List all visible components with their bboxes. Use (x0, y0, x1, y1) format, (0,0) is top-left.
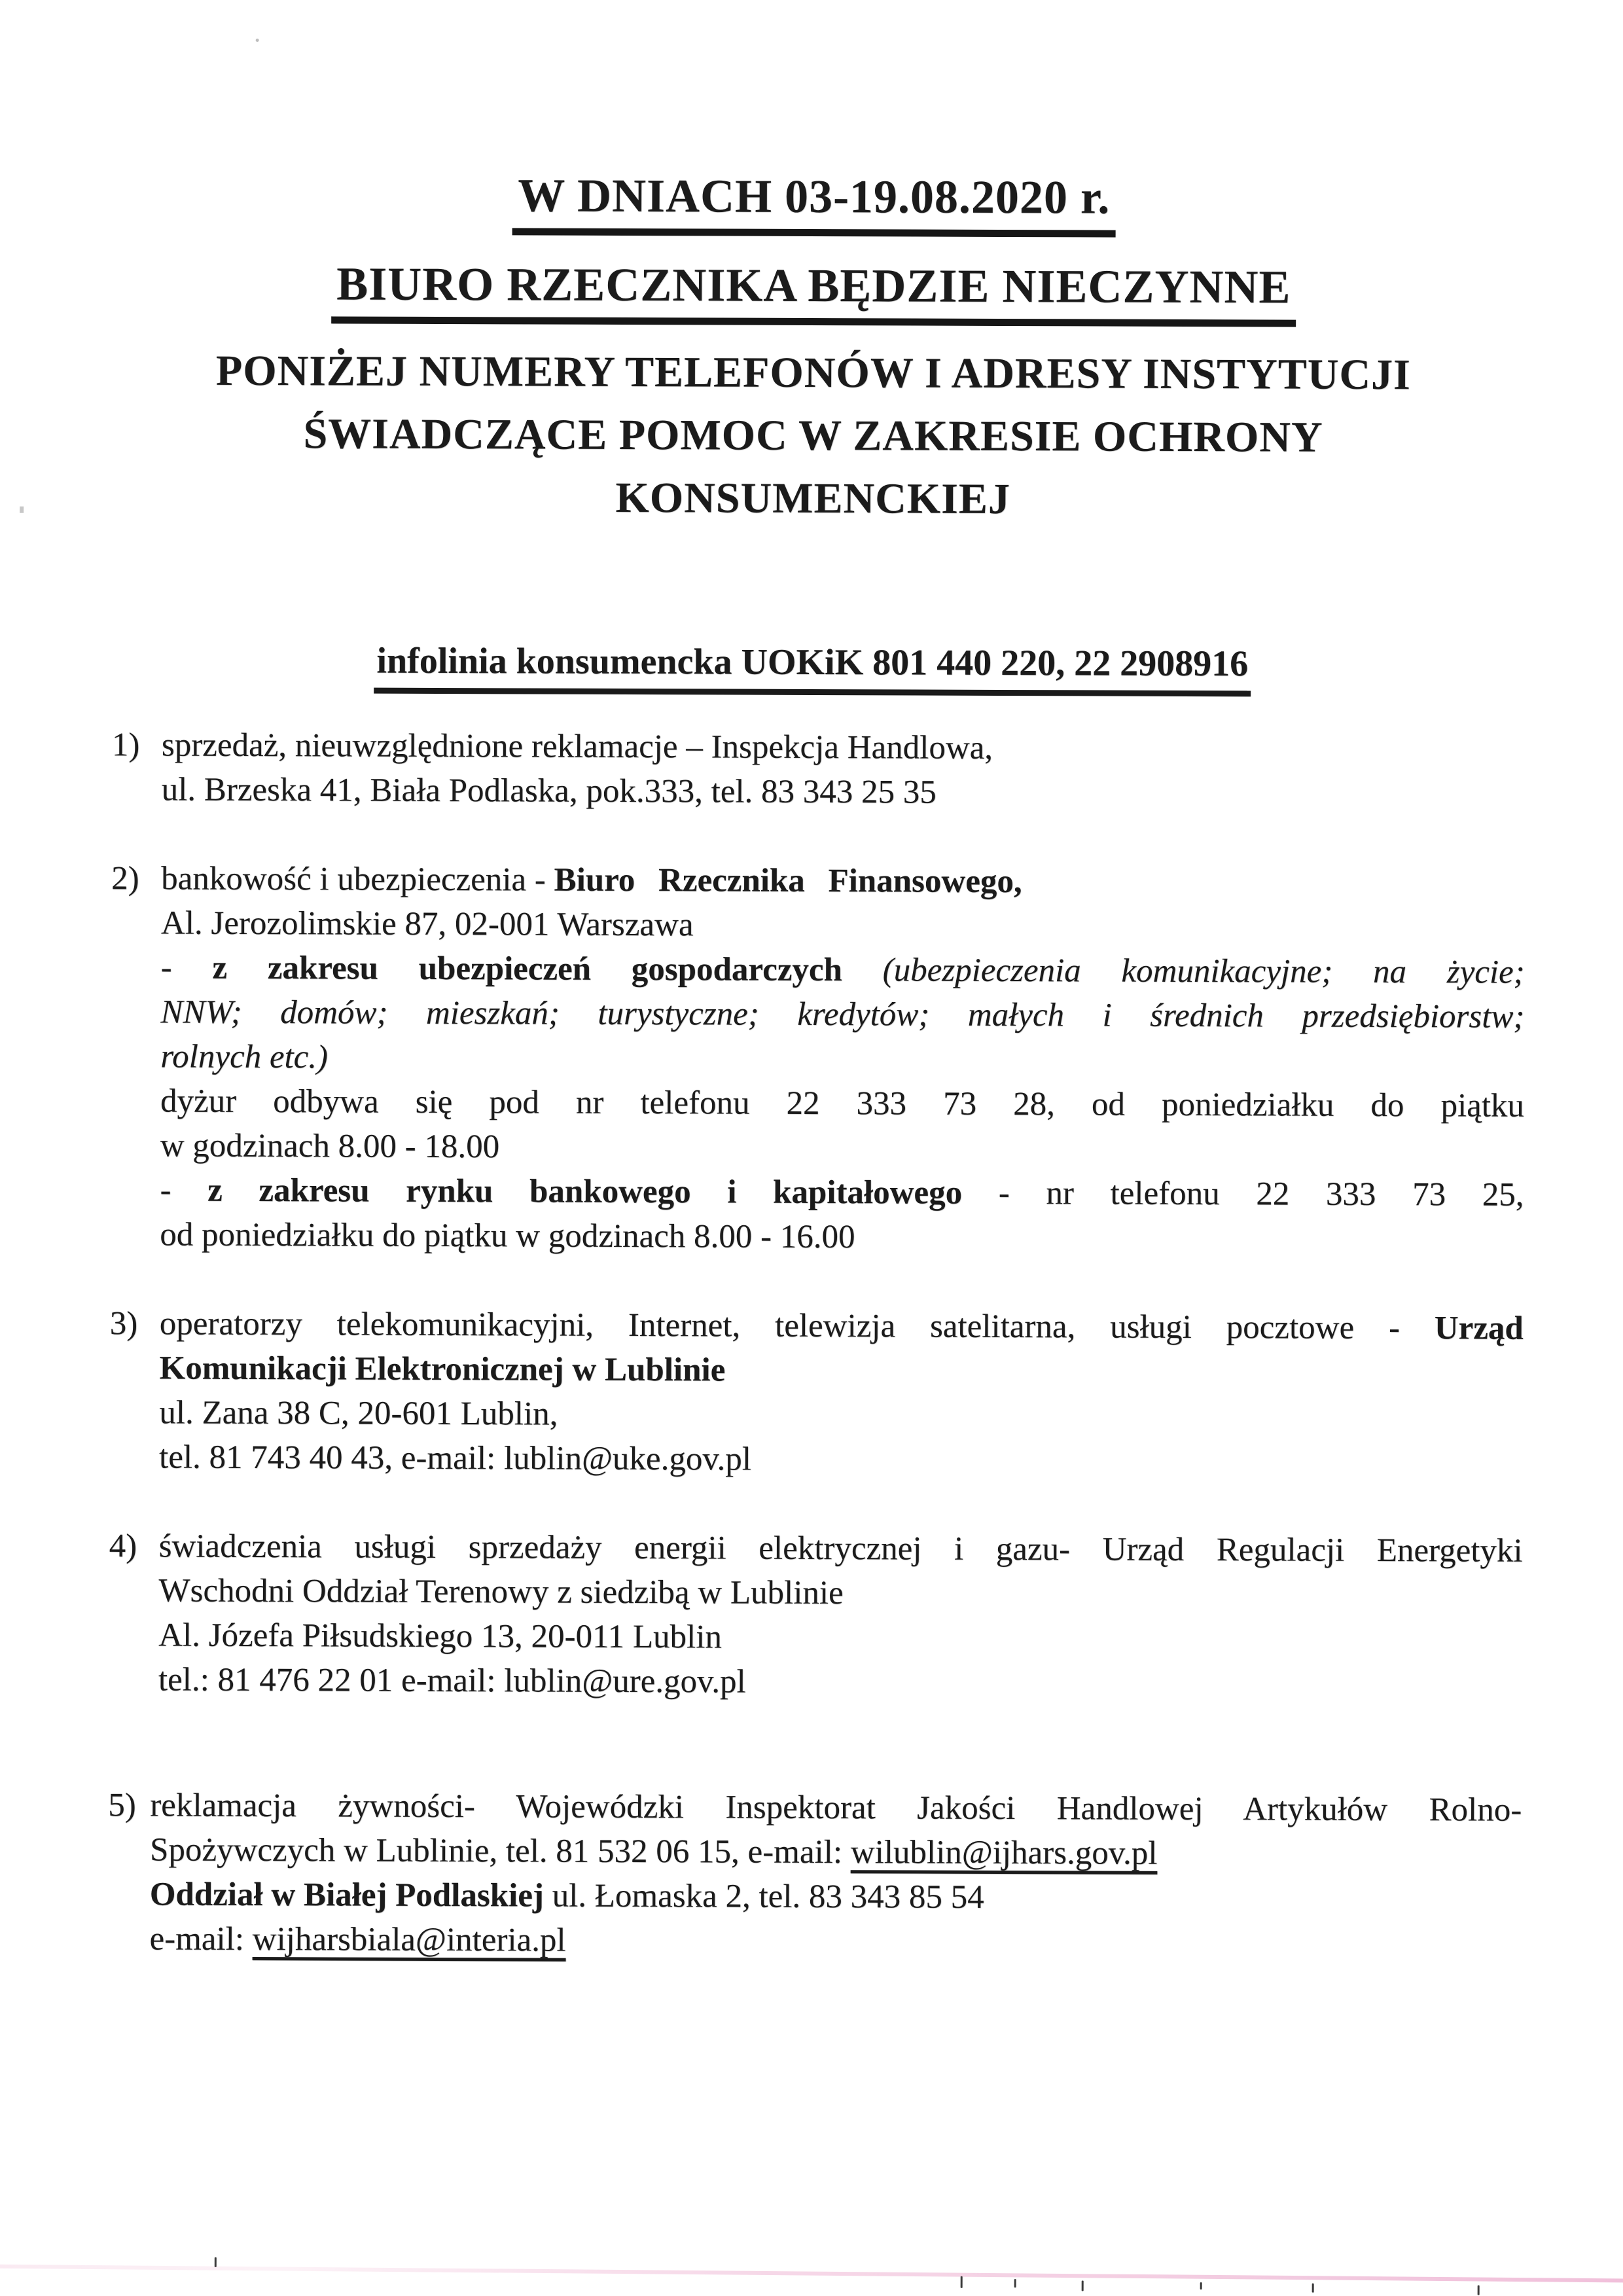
list-item (109, 1524, 1523, 1707)
text-segment: Spożywczych w Lublinie, tel. 81 532 06 15, e-mail: (149, 1831, 851, 1871)
notice-title-closed (2, 259, 1623, 312)
text-line (150, 1783, 1522, 1832)
scan-speck (1478, 2286, 1480, 2295)
text-line (159, 1524, 1523, 1573)
text-line (158, 1569, 1522, 1618)
text-line (160, 1213, 1524, 1262)
notice-subtitle (1, 339, 1623, 533)
list-item (109, 1301, 1524, 1484)
email-text: wijharsbiala@interia.pl (252, 1921, 566, 1959)
text-line (162, 723, 1525, 772)
notice-title-closed-text: BIURO RZECZNIKA BĘDZIE NIECZYNNE (331, 257, 1296, 327)
text-line (160, 1124, 1524, 1173)
consumer-hotline-heading (1, 640, 1623, 686)
text-segment: Komunikacji Elektronicznej w Lublinie (159, 1350, 726, 1389)
text-segment: świadczenia usługi sprzedaży energii elektrycznej i gazu- Urząd Regulacji Energetyki (158, 1528, 1523, 1570)
text-line (160, 990, 1524, 1039)
email-text: wilublin@ijhars.gov.pl (850, 1834, 1158, 1872)
text-line (158, 1613, 1522, 1662)
list-item-number: 4) (109, 1528, 137, 1565)
text-segment: ul. Zana 38 C, 20-601 Lublin, (159, 1394, 558, 1433)
text-line (159, 1435, 1523, 1484)
scan-speck (20, 507, 24, 513)
text-line (159, 1391, 1523, 1440)
list-item-number: 3) (109, 1305, 138, 1342)
scan-speck (215, 2257, 217, 2267)
text-segment: rolnych etc.) (160, 1038, 329, 1076)
scan-speck (961, 2276, 963, 2288)
notice-title-dates-text: W DNIACH 03-19.08.2020 r. (512, 169, 1115, 237)
text-segment: (ubezpieczenia komunikacyjne; na życie; (882, 952, 1525, 991)
text-segment: od poniedziałku do piątku w godzinach 8.00 - 16.00 (160, 1216, 855, 1256)
text-segment: operatorzy telekomunikacyjni, Internet, telewizja satelitarna, usługi pocztowe - (159, 1305, 1435, 1347)
text-line (149, 1916, 1521, 1965)
scan-speck (1200, 2282, 1202, 2289)
scan-speck (256, 39, 259, 42)
text-line (159, 1346, 1523, 1395)
text-line (150, 1872, 1522, 1921)
text-segment: - nr telefonu 22 333 73 25, (962, 1174, 1524, 1213)
list-item-number: 2) (111, 860, 139, 897)
text-segment: Al. Jerozolimskie 87, 02-001 Warszawa (160, 905, 694, 944)
text-segment: w godzinach 8.00 - 18.00 (160, 1127, 500, 1166)
list-item-number: 1) (111, 726, 140, 764)
text-segment: sprzedaż, nieuwzględnione reklamacje – Inspekcja Handlowa, (161, 726, 993, 766)
text-segment: tel.: 81 476 22 01 e-mail: lublin@ure.gov.pl (158, 1661, 746, 1700)
text-segment: e-mail: (149, 1920, 253, 1958)
text-segment: ul. Łomaska 2, tel. 83 343 85 54 (543, 1877, 984, 1916)
list-item (112, 723, 1525, 817)
text-line (160, 1302, 1524, 1351)
list-item (107, 1783, 1522, 1966)
text-segment: Oddział w Białej Podlaskiej (149, 1876, 544, 1914)
text-segment: Al. Józefa Piłsudskiego 13, 20-011 Lublin (158, 1617, 722, 1656)
text-line (161, 946, 1525, 995)
consumer-hotline-text: infolinia konsumencka UOKiK 801 440 220, 22 2908916 (374, 641, 1251, 697)
help-list (107, 723, 1525, 2011)
text-segment: reklamacja żywności- Wojewódzki Inspektorat Jakości Handlowej Artykułów Rolno- (150, 1787, 1522, 1829)
text-segment: dyżur odbywa się pod nr telefonu 22 333 73 28, od poniedziałku do piątku (160, 1083, 1525, 1124)
text-segment: bankowość i ubezpieczenia - (161, 860, 554, 899)
notice-title-dates (3, 170, 1623, 223)
scan-speck (1082, 2280, 1084, 2291)
text-line (160, 1035, 1524, 1084)
text-segment: - (160, 949, 213, 986)
text-segment: z zakresu rynku bankowego i kapitałowego (207, 1172, 963, 1211)
text-segment: ul. Brzeska 41, Biała Podlaska, pok.333, tel. 83 343 25 35 (161, 771, 936, 811)
text-line (160, 1079, 1524, 1128)
text-line (162, 768, 1525, 817)
text-line (150, 1827, 1522, 1876)
text-segment: Biuro Rzecznika Finansowego, (554, 861, 1022, 901)
scan-speck (1014, 2279, 1016, 2287)
list-item (110, 856, 1525, 1262)
text-segment: - (160, 1172, 208, 1209)
text-line (161, 901, 1525, 950)
text-segment: Wschodni Oddział Terenowy z siedzibą w Lublinie (158, 1572, 844, 1612)
subtitle-line-3: KONSUMENCKIEJ (615, 473, 1011, 524)
subtitle-line-2: ŚWIADCZĄCE POMOC W ZAKRESIE OCHRONY (303, 410, 1323, 461)
list-item-number: 5) (108, 1787, 136, 1824)
text-line (161, 857, 1525, 906)
text-line (158, 1658, 1522, 1707)
text-segment: NNW; domów; mieszkań; turystyczne; kredytów; małych i średnich przedsiębiorstw; (160, 994, 1525, 1035)
subtitle-line-1: PONIŻEJ NUMERY TELEFONÓW I ADRESY INSTYTUCJI (215, 346, 1411, 399)
scan-artifact-line (0, 2265, 1623, 2283)
text-segment: tel. 81 743 40 43, e-mail: lublin@uke.gov.pl (159, 1439, 752, 1478)
scan-speck (1312, 2284, 1314, 2293)
text-line (160, 1168, 1524, 1217)
text-segment: z zakresu ubezpieczeń gospodarczych (212, 949, 883, 989)
text-segment: Urząd (1434, 1310, 1524, 1347)
